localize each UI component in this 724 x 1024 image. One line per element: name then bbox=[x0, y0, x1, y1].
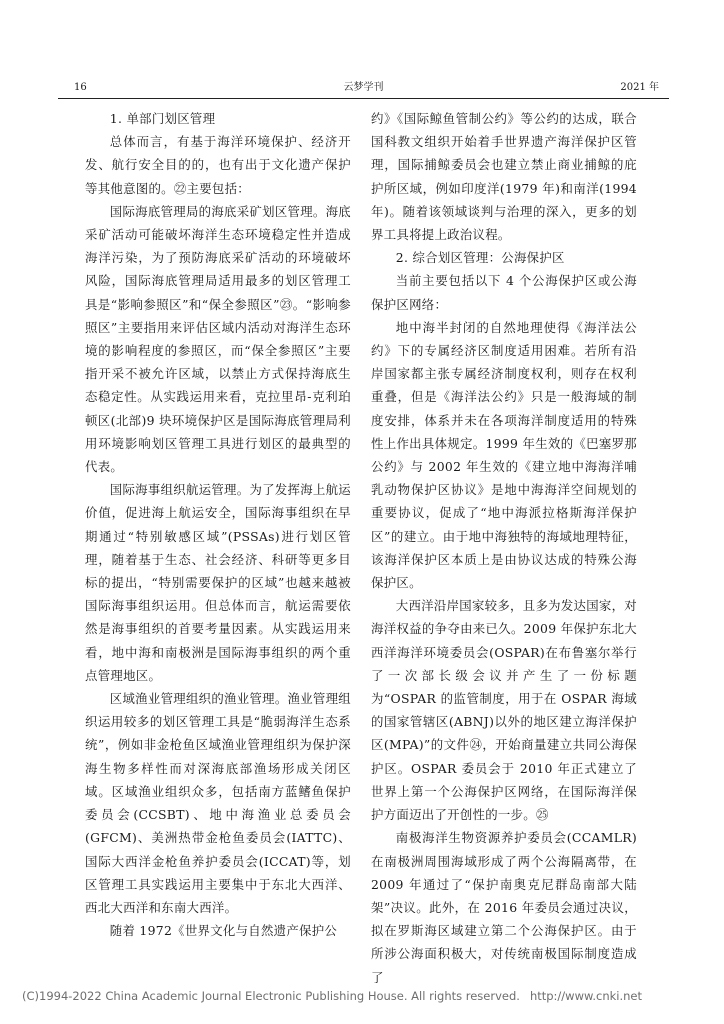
section-heading-integrated: 2. 综合划区管理：公海保护区 bbox=[395, 250, 565, 266]
page-header bbox=[58, 80, 669, 99]
footer-url: http://www.cnki.net bbox=[529, 989, 642, 1003]
paragraph-antarctic-ccamlr: 南极海洋生物资源养护委员会(CCAMLR)在南极洲周围海域形成了两个公海隔离带，在 2009 年通过了“保护南奥克尼群岛南部大陆架”决议。此外，在 2016 年委员会通过决议，拟在罗斯海区域建立第二个公海保护区。由于所涉公海面积极大，对传统南极国际制度造成了 bbox=[371, 830, 637, 985]
left-column bbox=[85, 107, 351, 942]
journal-title: 云梦学刊 bbox=[343, 82, 384, 93]
page-number: 16 bbox=[74, 82, 87, 93]
publication-year: 2021 年 bbox=[620, 82, 659, 93]
section-heading-single-sector: 1. 单部门划区管理 bbox=[109, 111, 216, 126]
paragraph-mediterranean: 地中海半封闭的自然地理使得《海洋法公约》下的专属经济区制度适用困难。若所有沿岸国家都主张专属经济制度权利，则存在权利重叠，但是《海洋法公约》只是一般海域的制度安排，体系并未在各项海洋制度适用的特殊性上作出具体规定。1999 年生效的《巴塞罗那公约》与 2002 年生效的《建立地中海海洋哺乳动物保护区协议》是地中海海洋空间规划的重要协议，促成了“地中海派拉格斯海洋保护区”的建立。由于地中海独特的海域地理特征，该海洋保护区本质上是由协议达成的特殊公海保护区。 bbox=[371, 319, 637, 591]
copyright-notice: (C)1994-2022 China Academic Journal Electronic Publishing House. All rights reserved. bbox=[22, 989, 520, 1003]
copyright-footer bbox=[22, 989, 702, 1003]
right-column bbox=[371, 107, 637, 989]
paragraph-heritage-continued: 约》《国际鲸鱼管制公约》等公约的达成，联合国科教文组织开始着手世界遗产海洋保护区管理，国际捕鲸委员会也建立禁止商业捕鲸的庇护所区域，例如印度洋(1979 年)和南洋(1994 年)。随着该领域谈判与治理的深入，更多的划界工具将提上政治议程。 bbox=[371, 111, 637, 243]
paragraph-four-areas: 当前主要包括以下 4 个公海保护区或公海保护区网络： bbox=[371, 273, 637, 312]
paragraph-fisheries-management: 区域渔业管理组织的渔业管理。渔业管理组织运用较多的划区管理工具是“脆弱海洋生态系统”，例如非金枪鱼区域渔业管理组织为保护深海生物多样性而对深海底部渔场形成关闭区域。区域渔业组织众多，包括南方蓝鳍鱼保护委员会(CCSBT)、地中海渔业总委员会(GFCM)、美洲热带金枪鱼委员会(IATTC)、国际大西洋金枪鱼养护委员会(ICCAT)等，划区管理工具实践运用主要集中于东北大西洋、西北大西洋和东南大西洋。 bbox=[85, 691, 351, 915]
paragraph-seabed-authority: 国际海底管理局的海底采矿划区管理。海底采矿活动可能破坏海洋生态环境稳定性并造成海洋污染，为了预防海底采矿活动的环境破坏风险，国际海底管理局适用最多的划区管理工具是“影响参照区”和“保全参照区”㉓。“影响参照区”主要指用来评估区域内活动对海洋生态环境的影响程度的参照区，而“保全参照区”主要指开采不被允许区域，以禁止方式保持海底生态稳定性。从实践运用来看，克拉里昂-克利珀顿区(北部)9 块环境保护区是国际海底管理局利用环境影响划区管理工具进行划区的最典型的代表。 bbox=[85, 203, 351, 475]
paragraph-atlantic-ospar: 大西洋沿岸国家较多，且多为发达国家，对海洋权益的争夺由来已久。2009 年保护东北大西洋海洋环境委员会(OSPAR)在布鲁塞尔举行了一次部长级会议并产生了一份标题为“OSPAR 的监管制度，用于在 OSPAR 海域的国家管辖区(ABNJ)以外的地区建立海洋保护区(MPA)”的文件㉔，开始商量建立共同公海保护区。OSPAR 委员会于 2010 年正式建立了世界上第一个公海保护区网络，在国际海洋保护方面迈出了开创性的一步。㉕ bbox=[371, 598, 637, 823]
paragraph-heritage-convention: 随着 1972《世界文化与自然遗产保护公 bbox=[109, 923, 338, 939]
paragraph-overview: 总体而言，有基于海洋环境保护、经济开发、航行安全目的的，也有出于文化遗产保护等其他意图的。㉒主要包括： bbox=[85, 134, 351, 196]
paragraph-maritime-organization: 国际海事组织航运管理。为了发挥海上航运价值，促进海上航运安全，国际海事组织在早期通过“特别敏感区域”(PSSAs)进行划区管理，随着基于生态、社会经济、科研等更多目标的提出，“特别需要保护的区域”也越来越被国际海事组织运用。但总体而言，航运需要依然是海事组织的首要考量因素。从实践运用来看，地中海和南极洲是国际海事组织的两个重点管理地区。 bbox=[85, 482, 351, 683]
